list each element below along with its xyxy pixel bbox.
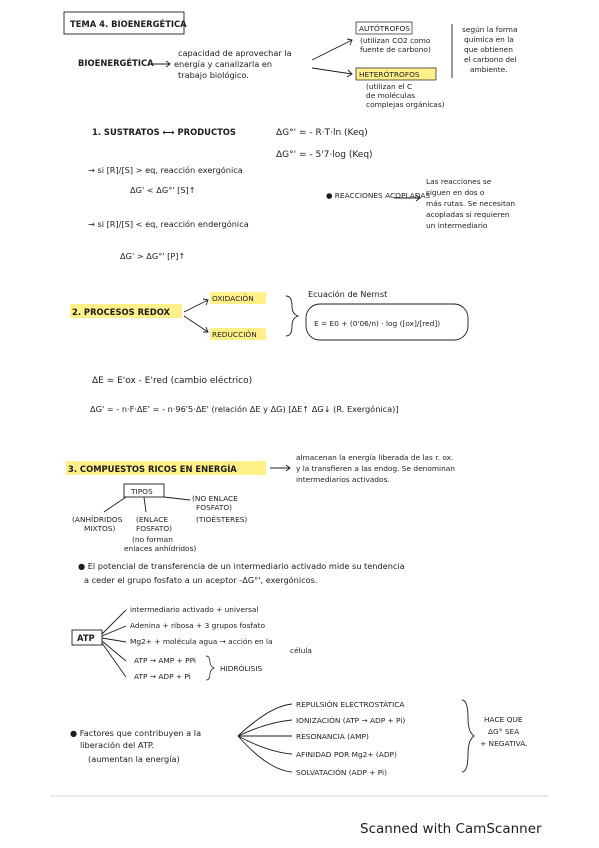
case-endergonic-result: ΔG' > ΔG°' [P]↑ — [120, 251, 186, 261]
atp-arrow-3 — [102, 638, 126, 642]
reduccion-label: REDUCCIÓN — [212, 330, 257, 339]
section-3-note-1: almacenan la energía liberada de las r. ox. — [296, 453, 454, 462]
transfer-potential-line-2: a ceder el grupo fosfato a un aceptor -ΔG°', exergónicos. — [84, 575, 318, 585]
coupled-note-1: Las reacciones se — [426, 177, 492, 186]
hydrolysis-label: HIDRÓLISIS — [220, 664, 263, 673]
side-note-2: química en la — [464, 35, 514, 44]
case-exergonic-result: ΔG' < ΔG°' [S]↑ — [130, 185, 196, 195]
side-note-3: que obtienen — [464, 45, 513, 54]
delta-e-line: ΔE = E'ox - E'red (cambio eléctrico) — [92, 376, 253, 386]
tipos-label: TIPOS — [131, 487, 153, 496]
delta-g-line: ΔG' = - n·F·ΔE' = - n·96'5·ΔE' (relación ΔE y ΔG) [ΔE↑ ΔG↓ (R. Exergónica)] — [90, 404, 399, 414]
factor-1: REPULSIÓN ELECTROSTÁTICA — [296, 700, 405, 709]
atp-fact-2: Adenina + ribosa + 3 grupos fosfato — [130, 621, 265, 630]
definition-line-1: capacidad de aprovechar la — [178, 48, 292, 58]
tipo-1-line-2: MIXTOS) — [84, 524, 116, 533]
atp-arrow-5 — [102, 643, 126, 677]
tipo-2-line-3: (no forman — [132, 535, 173, 544]
factor-5: SOLVATACIÓN (ADP + Pi) — [296, 768, 387, 777]
section-1-eq-1: ΔG°' = - R·T·ln (Keq) — [276, 128, 368, 138]
nernst-equation: E = E0 + (0'06/n) · log ([ox]/[red]) — [314, 319, 441, 328]
factors-line-3: (aumentan la energía) — [88, 754, 180, 764]
branch-arrow-heterotrofos — [312, 68, 352, 74]
result-brace — [462, 700, 474, 772]
factor-3: RESONANCIA (AMP) — [296, 732, 369, 741]
branch-arrow-autotrofos — [312, 40, 352, 60]
case-endergonic: → si [R]/[S] < eq, reacción endergónica — [88, 219, 249, 229]
tipo-3-line-1: (NO ENLACE — [192, 494, 238, 503]
side-note-1: según la forma — [462, 25, 518, 34]
coupled-note-4: acopladas si requieren — [426, 210, 510, 219]
result-line-1: HACE QUE — [484, 715, 523, 724]
factors-line-2: liberación del ATP. — [80, 740, 155, 750]
section-3-heading: 3. COMPUESTOS RICOS EN ENERGÍA — [68, 464, 237, 474]
side-note-5: ambiente. — [470, 65, 508, 74]
autotrofos-label: AUTÓTROFOS — [359, 24, 411, 33]
factors-line-1: ● Factores que contribuyen a la — [70, 728, 202, 738]
result-line-2: ΔG° SEA — [488, 727, 520, 736]
autotrofos-note-2: fuente de carbono) — [360, 45, 431, 54]
heterotrofos-note-3: complejas orgánicas) — [366, 100, 445, 109]
side-note-4: el carbono del — [464, 55, 517, 64]
coupled-note-2: siguen en dos o — [426, 188, 485, 197]
atp-label: ATP — [77, 633, 95, 643]
atp-fact-3-cont: célula — [290, 646, 312, 655]
definition-line-2: energía y canalizarla en — [174, 59, 273, 69]
tipos-arrow-3 — [164, 497, 190, 500]
branch-arrow-oxidacion — [184, 300, 208, 312]
tipos-arrow-2 — [144, 497, 146, 512]
hydrolysis-brace — [206, 656, 214, 680]
atp-fact-1: intermediario activado + universal — [130, 605, 259, 614]
definition-line-3: trabajo biológico. — [178, 70, 249, 80]
section-3-note-2: y la transfieren a las endog. Se denominan — [296, 464, 455, 473]
tipo-2-line-2: FOSFATO) — [136, 524, 173, 533]
oxidacion-label: OXIDACIÓN — [212, 294, 254, 303]
factor-2: IONIZACIÓN (ATP → ADP + Pi) — [296, 716, 406, 725]
atp-arrow-4 — [102, 641, 126, 661]
tipo-3-line-3: (TIOÉSTERES) — [196, 515, 248, 524]
factor-arrow-1 — [238, 704, 292, 736]
section-1-heading: 1. SUSTRATOS ⟷ PRODUCTOS — [92, 127, 236, 137]
coupled-note-3: más rutas. Se necesitan — [426, 199, 516, 208]
heterotrofos-label: HETERÓTROFOS — [359, 70, 420, 79]
transfer-potential-line-1: ● El potencial de transferencia de un intermediario activado mide su tendencia — [78, 561, 405, 571]
factor-4: AFINIDAD POR Mg2+ (ADP) — [296, 750, 397, 759]
section-2-heading: 2. PROCESOS REDOX — [72, 307, 170, 317]
section-1-eq-2: ΔG°' = - 5'7·log (Keq) — [276, 150, 373, 160]
autotrofos-note-1: (utilizan CO2 como — [360, 36, 431, 45]
factor-arrow-2 — [238, 720, 292, 736]
tipo-2-line-1: (ENLACE — [136, 515, 169, 524]
heterotrofos-note-1: (utilizan el C — [366, 82, 413, 91]
result-line-3: + NEGATIVA. — [480, 739, 528, 748]
factor-arrow-5 — [238, 736, 292, 772]
nernst-title: Ecuación de Nernst — [308, 289, 388, 299]
atp-arrow-1 — [102, 610, 126, 634]
tipo-3-line-2: FOSFATO) — [196, 503, 233, 512]
section-3-note-3: intermediarios activados. — [296, 475, 390, 484]
scanner-watermark: Scanned with CamScanner — [360, 821, 542, 837]
heterotrofos-note-2: de moléculas — [366, 91, 416, 100]
bioenergetica-term: BIOENERGÉTICA — [78, 58, 154, 68]
case-exergonic: → si [R]/[S] > eq, reacción exergónica — [88, 165, 243, 175]
atp-fact-3: Mg2+ + molécula agua → acción en la — [130, 637, 273, 646]
page-title: TEMA 4. BIOENERGÉTICA — [70, 19, 187, 29]
branch-arrow-reduccion — [184, 316, 208, 332]
atp-reaction-1: ATP → AMP + PPi — [134, 656, 196, 665]
tipo-2-line-4: enlaces anhídridos) — [124, 544, 197, 553]
coupled-note-5: un intermediario — [426, 221, 488, 230]
tipos-arrow-1 — [104, 497, 126, 512]
atp-reaction-2: ATP → ADP + Pi — [134, 672, 191, 681]
tipo-1-line-1: (ANHÍDRIDOS — [72, 515, 123, 524]
nernst-brace — [286, 296, 298, 336]
coupled-reactions-label: ● REACCIONES ACOPLADAS — [326, 191, 431, 200]
